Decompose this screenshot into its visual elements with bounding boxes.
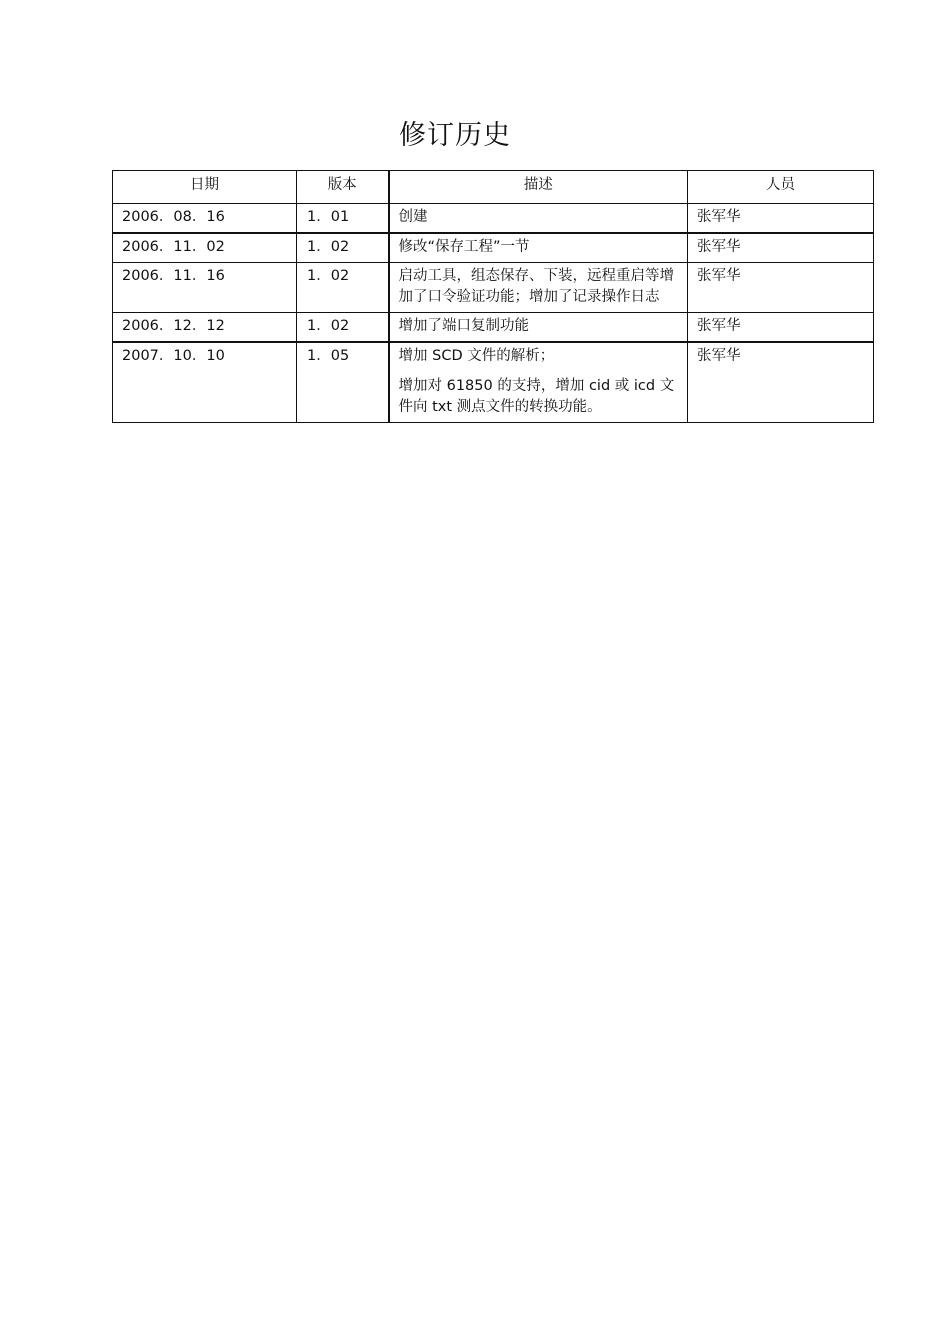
header-version: 版本	[297, 171, 389, 204]
cell-date: 2006．08．16	[113, 204, 297, 234]
cell-description	[389, 233, 688, 263]
header-description: 描述	[389, 171, 688, 204]
cell-author: 张军华	[688, 233, 874, 263]
cell-author: 张军华	[688, 204, 874, 234]
description-line: 创建	[398, 209, 428, 225]
table-row	[113, 233, 874, 263]
table-row	[113, 313, 874, 343]
cell-description	[389, 263, 688, 313]
table-row	[113, 342, 874, 423]
cell-author: 张军华	[688, 313, 874, 343]
cell-author: 张军华	[688, 263, 874, 313]
cell-date: 2006．11．02	[113, 233, 297, 263]
revision-history-table	[112, 170, 874, 423]
cell-author: 张军华	[688, 342, 874, 423]
header-author: 人员	[688, 171, 874, 204]
description-line: 增加了端口复制功能	[398, 318, 529, 334]
cell-version: 1．02	[297, 233, 389, 263]
table-row	[113, 263, 874, 313]
cell-description	[389, 342, 688, 423]
description-line: 修改“保存工程”一节	[398, 239, 530, 255]
description-line: 增加 SCD 文件的解析；	[398, 348, 555, 364]
cell-description	[389, 204, 688, 234]
cell-date: 2007．10．10	[113, 342, 297, 423]
cell-version: 1．01	[297, 204, 389, 234]
cell-description	[389, 313, 688, 343]
description-line: 增加对 61850 的支持，增加 cid 或 icd 文件向 txt 测点文件的转换功能。	[398, 378, 675, 415]
cell-date: 2006．12．12	[113, 313, 297, 343]
cell-version: 1．02	[297, 313, 389, 343]
table-row	[113, 204, 874, 234]
table-header-row	[113, 171, 874, 204]
cell-date: 2006．11．16	[113, 263, 297, 313]
page-title: 修订历史	[399, 120, 511, 151]
description-line: 启动工具，组态保存、下装，远程重启等增加了口令验证功能；增加了记录操作日志	[398, 268, 674, 305]
cell-version: 1．05	[297, 342, 389, 423]
header-date: 日期	[113, 171, 297, 204]
cell-version: 1．02	[297, 263, 389, 313]
